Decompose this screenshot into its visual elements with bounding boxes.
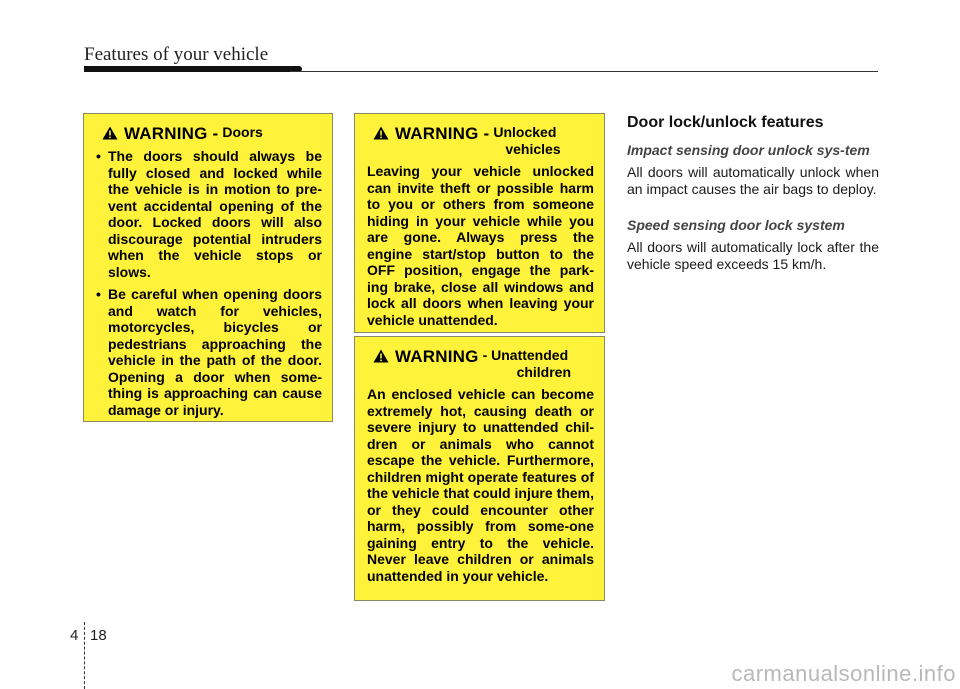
- paragraph-impact-sensing: All doors will automatically unlock when an impact causes the air bags to deploy.: [627, 164, 879, 197]
- warning-box-unlocked-vehicles: [354, 113, 605, 333]
- warning-heading: [96, 124, 322, 143]
- warning-triangle-icon: [373, 126, 389, 140]
- warning-label: WARNING -: [124, 124, 219, 143]
- warning-triangle-icon: [102, 126, 118, 140]
- warning-topic-line: children: [516, 364, 572, 380]
- footer-divider: [84, 622, 85, 689]
- warning-topic: [493, 124, 560, 158]
- warning-topic: Doors: [222, 124, 263, 140]
- warning-label: WARNING: [395, 347, 479, 366]
- page-number: 18: [90, 627, 107, 644]
- subheading-speed-sensing: Speed sensing door lock system: [627, 217, 845, 233]
- warning-bullet: • Be careful when opening doors and watch for vehicles, motorcycles, bicycles or pedestrians approaching the vehicle in the path of the door. Opening a door when some-thing is approaching can cause damage or injury.: [96, 286, 322, 418]
- running-header: Features of your vehicle: [84, 44, 269, 65]
- header-rule: [84, 66, 302, 72]
- warning-bullet-list: [96, 148, 322, 418]
- warning-bullet: • The doors should always be fully closed and locked while the vehicle is in motion to pre-vent accidental opening of the door. Locked doors will also discourage potential intruders when the vehicle stops or slows.: [96, 148, 322, 280]
- warning-heading: [367, 124, 594, 158]
- warning-heading: [367, 347, 594, 381]
- warning-box-unattended-children: [354, 336, 605, 601]
- section-title: Door lock/unlock features: [627, 114, 824, 131]
- warning-topic-line: - Unattended: [482, 347, 569, 363]
- paragraph-speed-sensing: All doors will automatically lock after the vehicle speed exceeds 15 km/h.: [627, 239, 879, 272]
- warning-topic-line: Unlocked: [493, 124, 557, 140]
- watermark: carmanualsonline.info: [731, 661, 956, 686]
- warning-body: Leaving your vehicle unlocked can invite theft or possible harm to you or others from someone hiding in your vehicle while you are gone. Always press the engine start/stop button to the OFF position, engage the park-ing brake, close all windows and lock all doors when leaving your vehicle unattended.: [367, 163, 594, 328]
- warning-triangle-icon: [373, 349, 389, 363]
- warning-label: WARNING -: [395, 124, 490, 143]
- warning-topic-line: vehicles: [505, 141, 561, 157]
- warning-topic: [483, 347, 571, 381]
- door-lock-section: [627, 113, 879, 292]
- warning-body: An enclosed vehicle can become extremely hot, causing death or severe injury to unattended chil-dren or animals who cannot escape the vehicle. Furthermore, children might operate features of the vehicle that could injure them, or they could encounter other harm, possibly from some-one gaining entry to the vehicle. Never leave children or animals unattended in your vehicle.: [367, 386, 594, 584]
- chapter-number: 4: [70, 627, 79, 644]
- warning-box-doors: [83, 113, 333, 422]
- subheading-impact-sensing: Impact sensing door unlock sys-tem: [627, 142, 870, 158]
- header-rule-thin: [290, 71, 878, 72]
